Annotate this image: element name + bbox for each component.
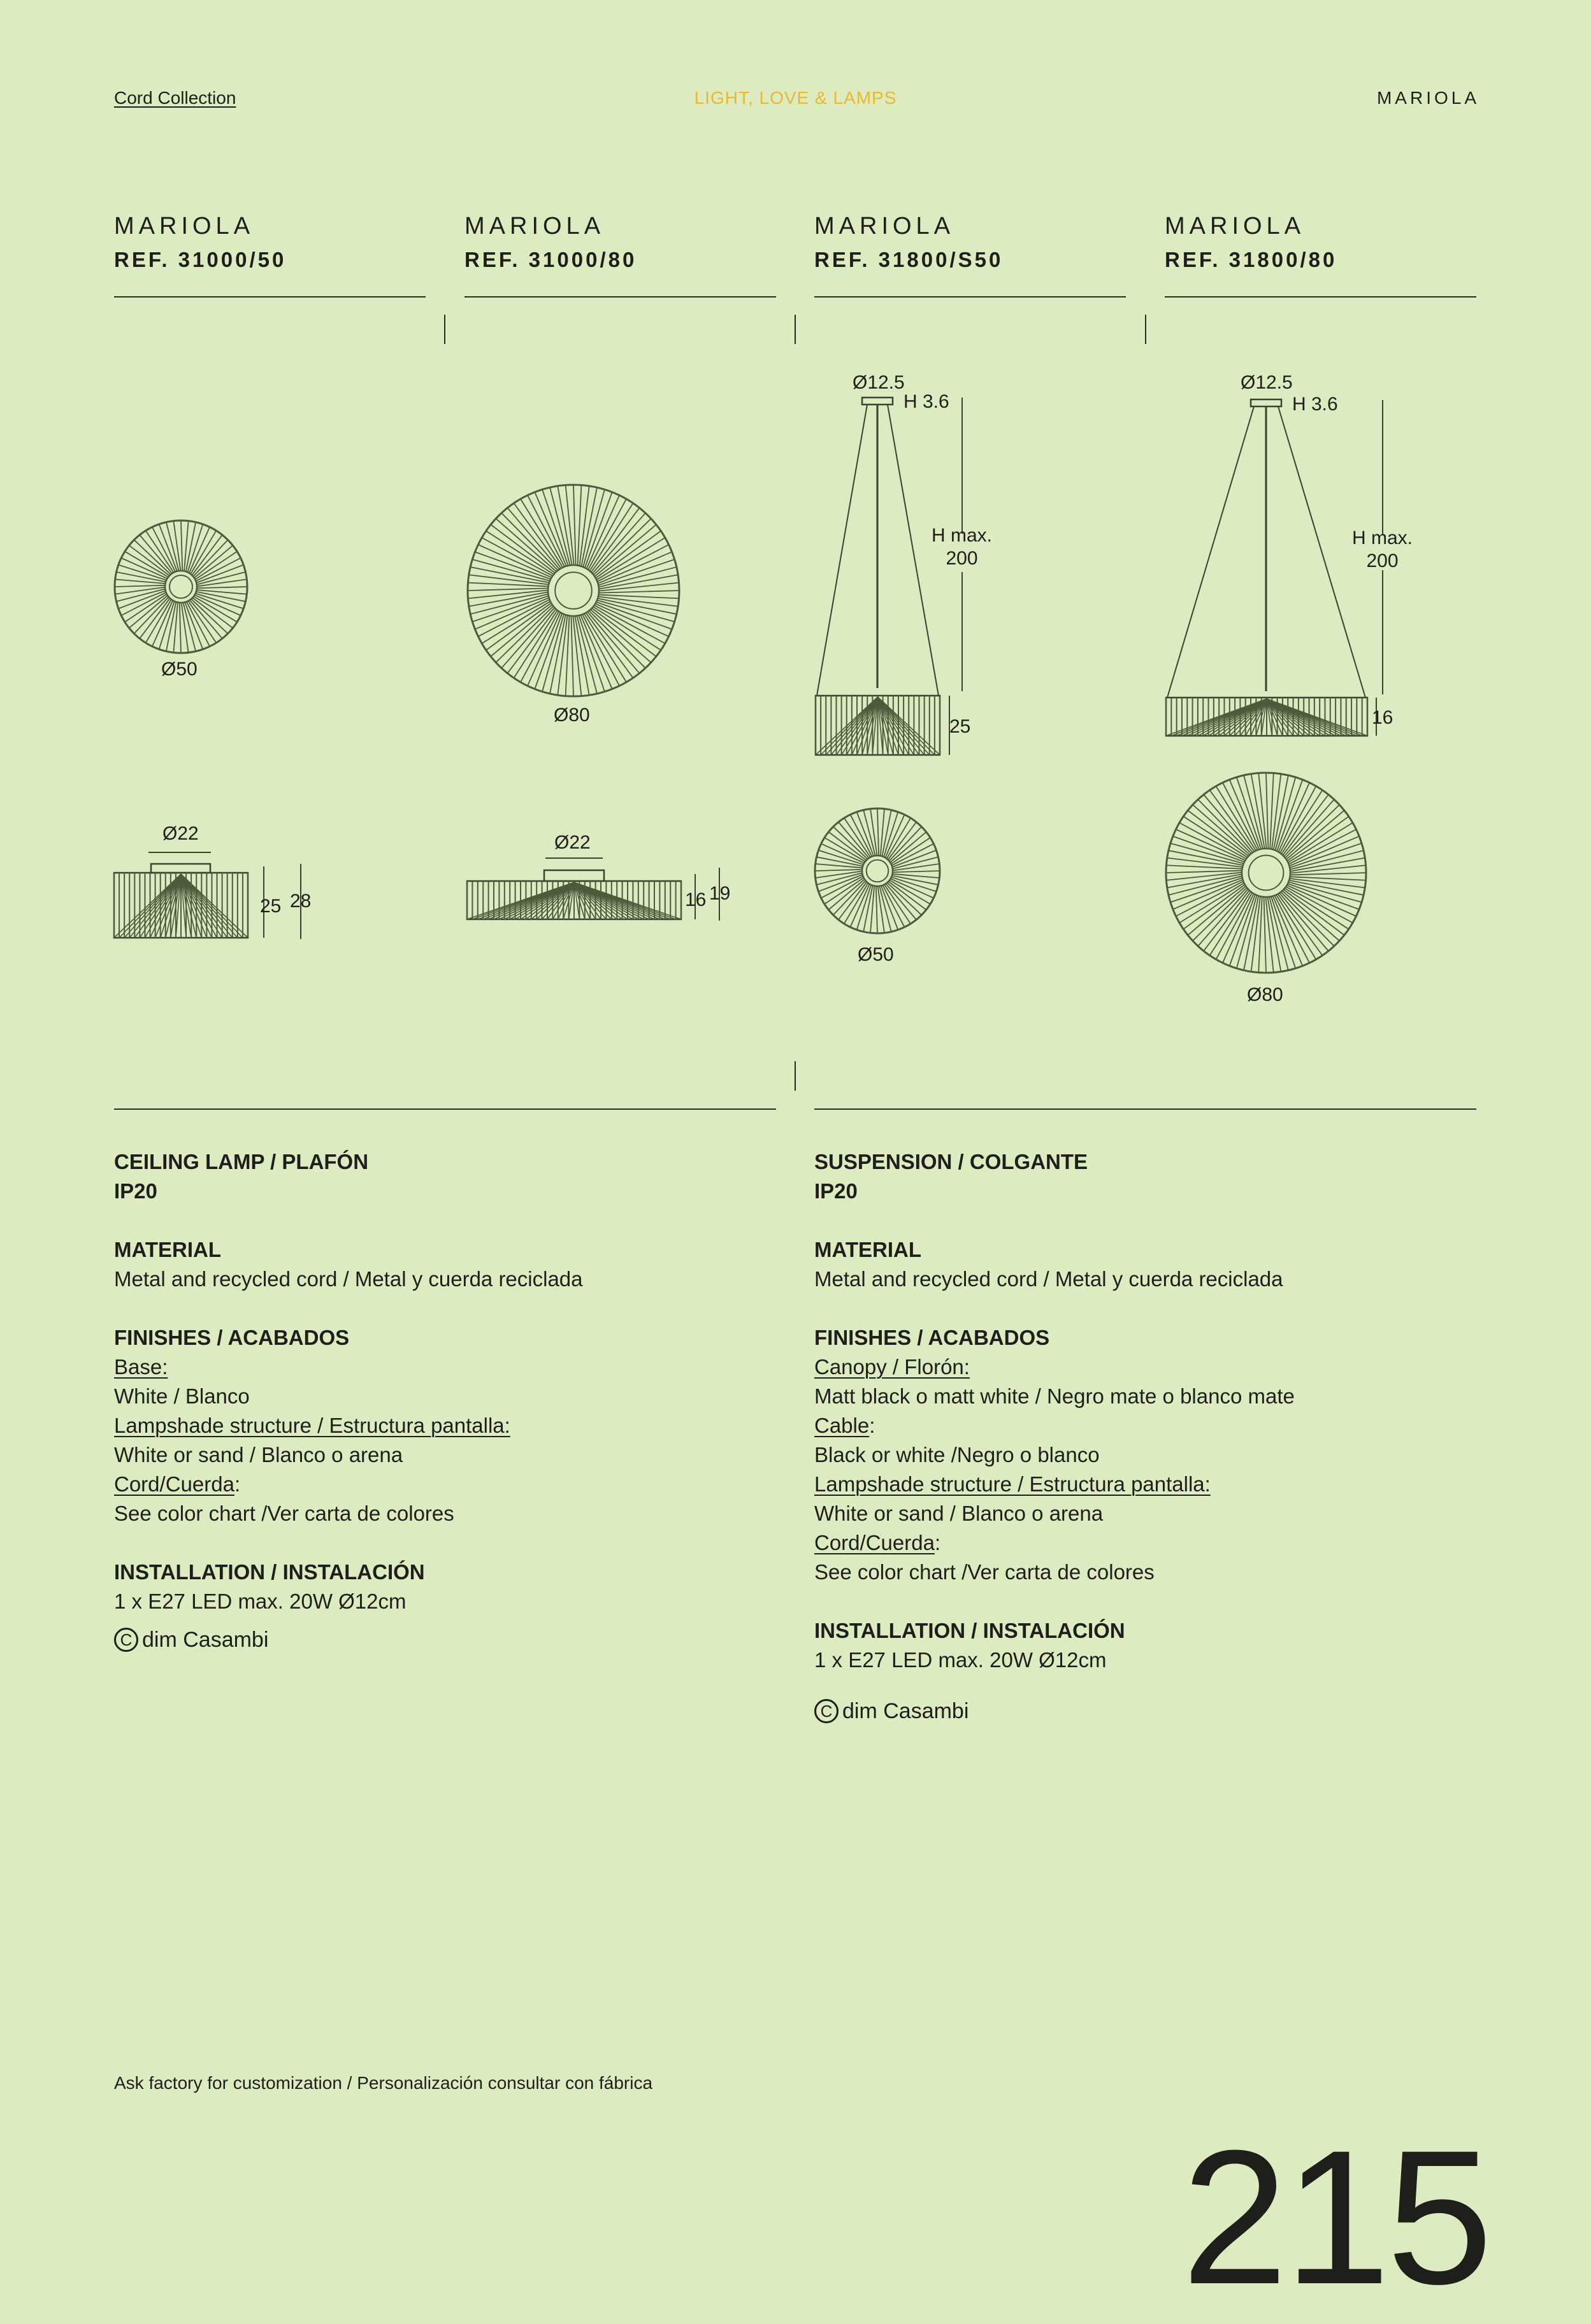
dim-p4-canopy-height: H 3.6 xyxy=(1292,394,1338,415)
lampshade-top-view-p1 xyxy=(115,520,247,653)
suspension-canopy-label: Canopy / Florón: xyxy=(814,1355,970,1379)
page-number: 215 xyxy=(1181,2110,1489,2324)
column-separator xyxy=(795,1061,796,1091)
dim-p4-diameter: Ø80 xyxy=(1247,984,1283,1005)
suspension-cord-row: Cord/Cuerda: xyxy=(814,1531,941,1554)
suspension-dim-badge xyxy=(814,1696,1477,1726)
collection-link[interactable]: Cord Collection xyxy=(114,88,236,108)
lampshade-top-view-p2 xyxy=(468,485,679,696)
customization-note: Ask factory for customization / Personalización consultar con fábrica xyxy=(114,2073,653,2093)
suspension-lampshade-label: Lampshade structure / Estructura pantalla: xyxy=(814,1472,1211,1496)
suspension-cable-row: Cable: xyxy=(814,1414,875,1437)
column-separator xyxy=(1145,315,1146,344)
product-3-ref: REF. 31800/S50 xyxy=(814,248,1004,271)
product-1-ref: REF. 31000/50 xyxy=(114,248,287,271)
suspension-install: 1 x E27 LED max. 20W Ø12cm xyxy=(814,1648,1107,1672)
lampshade-side-view-p4 xyxy=(1166,698,1367,736)
suspension-ip: IP20 xyxy=(814,1179,858,1203)
suspension-cable-label: Cable xyxy=(814,1414,870,1437)
ceiling-specs xyxy=(114,1147,777,1654)
product-4-ref: REF. 31800/80 xyxy=(1165,248,1337,271)
column-separator xyxy=(444,315,445,344)
product-2-name: MARIOLA xyxy=(464,213,605,240)
dim-p3-shade-height: 25 xyxy=(949,716,971,737)
dim-p3-canopy-height: H 3.6 xyxy=(903,391,949,412)
dim-p2-height-inner: 16 xyxy=(685,889,707,910)
lampshade-side-view-p3 xyxy=(816,696,940,755)
spec-divider-suspension xyxy=(814,1108,1476,1110)
ceiling-finishes-title: FINISHES / ACABADOS xyxy=(114,1326,350,1349)
ceiling-install-title: INSTALLATION / INSTALACIÓN xyxy=(114,1560,425,1584)
product-1-name: MARIOLA xyxy=(114,213,255,240)
ceiling-material: Metal and recycled cord / Metal y cuerda reciclada xyxy=(114,1267,583,1291)
column-separator xyxy=(795,315,796,344)
dim-p1-height-outer: 28 xyxy=(290,891,312,912)
lampshade-side-view-p2 xyxy=(467,881,681,919)
ceiling-cord-label: Cord/Cuerda xyxy=(114,1472,234,1496)
product-family-title: MARIOLA xyxy=(1376,88,1479,108)
suspension-finishes-title: FINISHES / ACABADOS xyxy=(814,1326,1050,1349)
ceiling-cord-row: Cord/Cuerda: xyxy=(114,1472,241,1496)
divider-4 xyxy=(1165,296,1476,298)
brand-tagline: LIGHT, LOVE & LAMPS xyxy=(694,88,897,108)
dim-p4-shade-height: 16 xyxy=(1372,707,1393,728)
product-4-name: MARIOLA xyxy=(1165,213,1306,240)
copyright-c-icon: C xyxy=(114,1628,138,1652)
suspension-install-title: INSTALLATION / INSTALACIÓN xyxy=(814,1619,1125,1642)
dim-p3-canopy: Ø12.5 xyxy=(853,372,905,393)
suspension-lampshade-value: White or sand / Blanco o arena xyxy=(814,1502,1104,1525)
ceiling-dim-text: dim Casambi xyxy=(142,1628,269,1652)
dim-p4-canopy: Ø12.5 xyxy=(1241,372,1293,393)
ceiling-material-title: MATERIAL xyxy=(114,1238,222,1261)
suspension-material: Metal and recycled cord / Metal y cuerda reciclada xyxy=(814,1267,1283,1291)
ceiling-base-value: White / Blanco xyxy=(114,1384,250,1408)
ceiling-base-label: Base: xyxy=(114,1355,168,1379)
suspension-specs xyxy=(814,1147,1477,1726)
ceiling-install: 1 x E27 LED max. 20W Ø12cm xyxy=(114,1589,407,1613)
suspension-dim-text: dim Casambi xyxy=(842,1699,969,1723)
lampshade-side-view-p1 xyxy=(114,873,248,938)
copyright-c-icon: C xyxy=(814,1699,839,1723)
dim-p1-diameter: Ø50 xyxy=(161,659,198,680)
suspension-canopy-value: Matt black o matt white / Negro mate o blanco mate xyxy=(814,1384,1295,1408)
suspension-cable-value: Black or white /Negro o blanco xyxy=(814,1443,1100,1467)
divider-2 xyxy=(464,296,776,298)
dim-p4-hmax: H max. 200 xyxy=(1352,527,1413,571)
dim-p2-canopy: Ø22 xyxy=(554,832,591,853)
suspension-cord-label: Cord/Cuerda xyxy=(814,1531,935,1554)
ceiling-cord-value: See color chart /Ver carta de colores xyxy=(114,1502,454,1525)
dim-p1-canopy: Ø22 xyxy=(162,823,199,844)
suspension-material-title: MATERIAL xyxy=(814,1238,922,1261)
dim-p1-height-inner: 25 xyxy=(260,896,282,917)
suspension-cord-value: See color chart /Ver carta de colores xyxy=(814,1560,1155,1584)
dim-p3-hmax: H max. 200 xyxy=(932,525,993,569)
ceiling-dim-badge xyxy=(114,1625,777,1654)
suspension-type: SUSPENSION / COLGANTE xyxy=(814,1150,1088,1173)
ceiling-type: CEILING LAMP / PLAFÓN xyxy=(114,1150,369,1173)
product-3-name: MARIOLA xyxy=(814,213,955,240)
ceiling-lampshade-value: White or sand / Blanco o arena xyxy=(114,1443,403,1467)
dim-p3-diameter: Ø50 xyxy=(858,944,894,965)
dim-p2-diameter: Ø80 xyxy=(554,705,590,726)
product-2-ref: REF. 31000/80 xyxy=(464,248,637,271)
lampshade-top-view-p4 xyxy=(1166,773,1366,973)
divider-1 xyxy=(114,296,426,298)
dim-p2-height-outer: 19 xyxy=(709,883,731,904)
lampshade-top-view-p3 xyxy=(815,808,940,933)
ceiling-ip: IP20 xyxy=(114,1179,157,1203)
spec-divider-ceiling xyxy=(114,1108,776,1110)
ceiling-lampshade-label: Lampshade structure / Estructura pantalla: xyxy=(114,1414,510,1437)
divider-3 xyxy=(814,296,1126,298)
